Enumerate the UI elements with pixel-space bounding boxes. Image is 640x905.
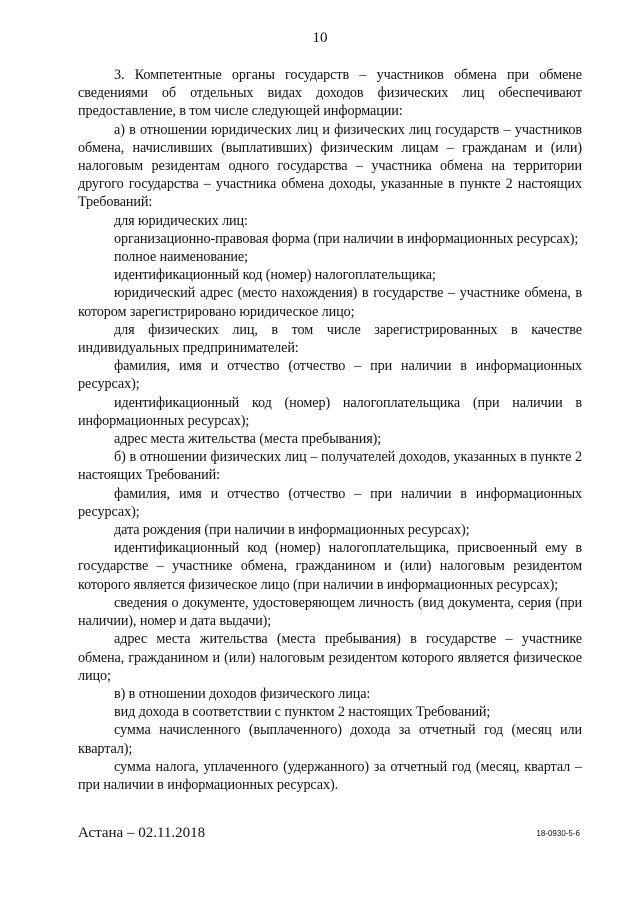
paragraph: юридический адрес (место нахождения) в государстве – участнике обмена, в котором зарегистрировано юридическое лицо; [78,285,582,320]
paragraph: а) в отношении юридических лиц и физических лиц государств – участников обмена, начисливших (выплативших) физическим лицам – гражданам и (или) налоговым резидентам одного государства – участника обмена на территории другого государства – участника обмена доходы, указанные в пункте 2 настоящих Требований: [78,121,582,211]
paragraph: дата рождения (при наличии в информационных ресурсах); [114,522,470,539]
page-number: 10 [312,30,328,46]
paragraph: идентификационный код (номер) налогоплательщика, присвоенный ему в государстве – участнике обмена, гражданином и (или) налоговым резидентом которого является физическое лицо (при наличии в информационных ресурсах); [78,540,582,593]
footer-place-date: Астана – 02.11.2018 [78,825,206,841]
paragraph: адрес места жительства (места пребывания) в государстве – участнике обмена, гражданином и (или) налоговым резидентом которого является физическое лицо; [78,631,582,684]
paragraph: организационно-правовая форма (при наличии в информационных ресурсах); [114,230,579,247]
paragraph: для юридических лиц: [114,212,248,229]
paragraph: полное наименование; [114,249,248,266]
paragraph: фамилия, имя и отчество (отчество – при наличии в информационных ресурсах); [78,358,582,393]
paragraph: б) в отношении физических лиц – получателей доходов, указанных в пункте 2 настоящих Требований: [78,449,582,484]
paragraph: идентификационный код (номер) налогоплательщика (при наличии в информационных ресурсах); [78,394,582,429]
paragraph: сумма начисленного (выплаченного) дохода за отчетный год (месяц или квартал); [78,722,582,757]
paragraph: для физических лиц, в том числе зарегистрированных в качестве индивидуальных предпринимателей: [78,321,582,357]
document-body [78,66,582,794]
paragraph: 3. Компетентные органы государств – участников обмена при обмене сведениями об отдельных видах доходов физических лиц обеспечивают предоставление, в том числе следующей информации: [78,67,582,120]
paragraph: сведения о документе, удостоверяющем личность (вид документа, серия (при наличии), номер и дата выдачи); [78,594,582,630]
paragraph: сумма налога, уплаченного (удержанного) за отчетный год (месяц, квартал – при наличии в информационных ресурсах). [78,758,582,793]
paragraph: в) в отношении доходов физического лица: [114,685,371,702]
paragraph: вид дохода в соответствии с пунктом 2 настоящих Требований; [114,704,491,721]
paragraph: адрес места жительства (места пребывания); [114,431,382,448]
paragraph: идентификационный код (номер) налогоплательщика; [114,267,436,284]
paragraph: фамилия, имя и отчество (отчество – при наличии в информационных ресурсах); [78,485,582,520]
footer-doc-code: 18-0930-5-6 [536,829,580,838]
